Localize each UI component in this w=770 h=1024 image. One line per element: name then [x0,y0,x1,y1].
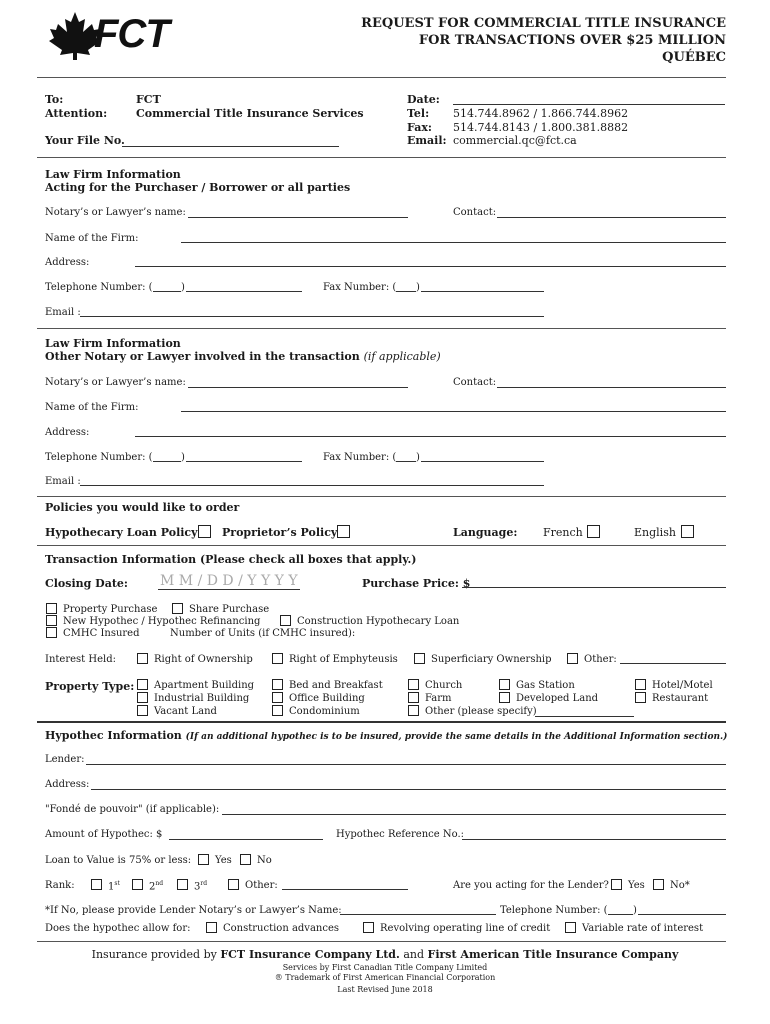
gas-station-label: Gas Station [516,680,575,691]
variable-label: Variable rate of interest [582,923,704,934]
law1-tel-area-field[interactable] [153,291,181,292]
church-checkbox[interactable] [408,679,419,690]
bnb-label: Bed and Breakfast [289,680,383,691]
hypothec-heading-note: (If an additional hypothec is to be insured, provide the same details in the Additional Information section.) [185,732,728,742]
hypothec-address-field[interactable] [91,789,726,790]
property-purchase-checkbox[interactable] [46,603,57,614]
industrial-checkbox[interactable] [137,692,148,703]
type-other-label: Other (please specify) [425,706,537,717]
law1-subheading: Acting for the Purchaser / Borrower or all parties [45,181,351,194]
type-other-checkbox[interactable] [408,705,419,716]
law2-address-label: Address: [45,427,90,438]
vacant-checkbox[interactable] [137,705,148,716]
amount-field[interactable] [169,839,323,840]
ltv-no-checkbox[interactable] [240,854,251,865]
share-purchase-checkbox[interactable] [172,603,183,614]
construction-loan-checkbox[interactable] [280,615,291,626]
divider [37,496,726,497]
footer-insurance-line [0,948,770,961]
law2-tel-field[interactable] [186,461,302,462]
office-checkbox[interactable] [272,692,283,703]
divider [37,157,726,158]
divider [37,941,726,942]
property-type-label: Property Type: [45,680,135,693]
divider [37,328,726,329]
closing-date-label: Closing Date: [45,577,128,590]
hypothec-heading-text: Hypothec Information [45,729,182,742]
amount-label: Amount of Hypothec: $ [45,829,163,840]
to-label: To: [45,93,64,106]
rank-other-checkbox[interactable] [228,879,239,890]
law2-tel-area-field[interactable] [153,461,181,462]
interest-other-checkbox[interactable] [567,653,578,664]
revolving-label: Revolving operating line of credit [380,923,551,934]
purchase-price-field[interactable] [462,587,726,588]
rank2-suffix: nd [155,880,164,887]
law1-notary-field[interactable] [188,217,408,218]
revolving-checkbox[interactable] [363,922,374,933]
lender-phone-field[interactable] [638,914,726,915]
proprietor-policy-checkbox[interactable] [337,525,350,538]
english-label: English [634,526,676,539]
rank-other-field[interactable] [282,889,408,890]
footer-company2: First American Title Insurance Company [427,948,679,961]
rank3-suffix: rd [200,880,208,887]
law2-tel-label: Telephone Number: ( [45,452,153,463]
cmhc-checkbox[interactable] [46,627,57,638]
rank1-number: 1 [108,881,115,893]
email-value[interactable]: commercial.qc@fct.ca [453,134,577,147]
reference-label: Hypothec Reference No.: [336,829,464,840]
loan-policy-checkbox[interactable] [198,525,211,538]
ltv-label: Loan to Value is 75% or less: [45,855,192,866]
law2-subheading-text: Other Notary or Lawyer involved in the transaction [45,350,360,363]
fonde-field[interactable] [222,814,726,815]
attention-value: Commercial Title Insurance Services [136,107,364,120]
rank1-label [108,880,120,892]
law2-subheading [45,350,441,363]
law1-firm-label: Name of the Firm: [45,233,139,244]
if-no-label: *If No, please provide Lender Notary’s or Lawyer’s Name: [45,905,342,916]
law2-fax-field[interactable] [421,461,544,462]
law2-fax-paren: ) [416,452,420,463]
lender-label: Lender: [45,754,85,765]
ownership-label: Right of Ownership [154,654,253,665]
lender-phone-area-field[interactable] [608,914,633,915]
if-no-name-field[interactable] [340,914,496,915]
hypothec-heading [45,729,727,742]
brand-name: FCT [94,12,169,56]
farm-label: Farm [425,693,452,704]
lender-field[interactable] [86,764,726,765]
law1-contact-field[interactable] [497,217,726,218]
fct-logo [48,10,198,62]
interest-other-field[interactable] [620,663,726,664]
footer-company1: FCT Insurance Company Ltd. [220,948,400,961]
hypothec-address-label: Address: [45,779,90,790]
law2-subheading-note: (if applicable) [363,350,441,363]
to-value: FCT [136,93,161,106]
ltv-no-label: No [257,855,272,866]
office-label: Office Building [289,693,365,704]
divider [37,545,726,546]
lender-phone-label: Telephone Number: ( [500,905,608,916]
law2-notary-field[interactable] [188,387,408,388]
law1-tel-field[interactable] [186,291,302,292]
emphyteusis-label: Right of Emphyteusis [289,654,398,665]
fonde-label: "Fondé de pouvoir" (if applicable): [45,804,220,815]
acting-label: Are you acting for the Lender? [453,880,609,891]
restaurant-checkbox[interactable] [635,692,646,703]
tel-label: Tel: [407,107,430,120]
superficiary-checkbox[interactable] [414,653,425,664]
acting-no-checkbox[interactable] [653,879,664,890]
date-label: Date: [407,93,440,106]
loan-policy-label: Hypothecary Loan Policy [45,526,198,539]
reference-field[interactable] [462,839,726,840]
proprietor-policy-label: Proprietor’s Policy [222,526,338,539]
law1-email-field[interactable] [80,316,544,317]
footer-services: Services by First Canadian Title Company Limited [282,963,488,972]
law2-contact-field[interactable] [497,387,726,388]
new-hypothec-checkbox[interactable] [46,615,57,626]
footer-trademark: ® Trademark of First American Financial Corporation [274,973,496,982]
divider [37,77,726,78]
law1-fax-label: Fax Number: ( [323,282,397,293]
french-label: French [543,526,583,539]
superficiary-label: Superficiary Ownership [431,654,552,665]
law2-contact-label: Contact: [453,377,497,388]
rank2-checkbox[interactable] [132,879,143,890]
interest-other-label: Other: [584,654,617,665]
law2-email-label: Email : [45,476,81,487]
tel-value: 514.744.8962 / 1.866.744.8962 [453,107,629,120]
law2-address-field[interactable] [135,436,726,437]
footer-pre: Insurance provided by [91,948,217,961]
your-file-field[interactable] [122,146,339,147]
law1-fax-area-field[interactable] [396,291,416,292]
closing-date-field[interactable]: M M / D D / Y Y Y Y [160,573,298,589]
acting-yes-checkbox[interactable] [611,879,622,890]
law1-address-field[interactable] [135,266,726,267]
transaction-heading: Transaction Information (Please check all boxes that apply.) [45,553,417,566]
law2-firm-label: Name of the Firm: [45,402,139,413]
construction-adv-label: Construction advances [223,923,340,934]
apartment-label: Apartment Building [154,680,255,691]
purchase-price-label: Purchase Price: $ [362,577,471,590]
apartment-checkbox[interactable] [137,679,148,690]
law1-notary-label: Notary’s or Lawyer’s name: [45,207,186,218]
rank1-checkbox[interactable] [91,879,102,890]
condo-checkbox[interactable] [272,705,283,716]
fax-value: 514.744.8143 / 1.800.381.8882 [453,121,629,134]
vacant-label: Vacant Land [154,706,217,717]
english-checkbox[interactable] [681,525,694,538]
property-purchase-label: Property Purchase [63,604,158,615]
form-title-line3: QUÉBEC [662,50,726,65]
construction-loan-label: Construction Hypothecary Loan [297,616,460,627]
emphyteusis-checkbox[interactable] [272,653,283,664]
construction-adv-checkbox[interactable] [206,922,217,933]
rank2-label [149,880,163,892]
your-file-label: Your File No. [45,134,125,147]
date-field[interactable] [453,104,725,105]
fax-label: Fax: [407,121,432,134]
church-label: Church [425,680,463,691]
divider [37,721,726,723]
ltv-yes-checkbox[interactable] [198,854,209,865]
form-title-line2: FOR TRANSACTIONS OVER $25 MILLION [418,33,726,48]
email-label: Email: [407,134,447,147]
rank3-label [194,880,207,892]
rank3-number: 3 [194,881,201,893]
law1-tel-label: Telephone Number: ( [45,282,153,293]
hotel-label: Hotel/Motel [652,680,713,691]
law1-firm-field[interactable] [181,242,726,243]
rank1-suffix: st [114,880,120,887]
bnb-checkbox[interactable] [272,679,283,690]
rank-label: Rank: [45,880,75,891]
ownership-checkbox[interactable] [137,653,148,664]
developed-land-label: Developed Land [516,693,599,704]
rank2-number: 2 [149,881,156,893]
law2-heading: Law Firm Information [45,337,181,350]
rank3-checkbox[interactable] [177,879,188,890]
lender-phone-paren: ) [633,905,637,916]
french-checkbox[interactable] [587,525,600,538]
law1-contact-label: Contact: [453,207,497,218]
law2-tel-paren: ) [181,452,185,463]
type-other-field[interactable] [535,716,634,717]
variable-checkbox[interactable] [565,922,576,933]
share-purchase-label: Share Purchase [189,604,270,615]
law1-fax-paren: ) [416,282,420,293]
acting-no-label: No* [670,880,690,891]
ltv-yes-label: Yes [215,855,232,866]
condo-label: Condominium [289,706,360,717]
restaurant-label: Restaurant [652,693,709,704]
law1-fax-field[interactable] [421,291,544,292]
law2-email-field[interactable] [80,485,544,486]
cmhc-label: CMHC Insured [63,628,140,639]
footer-and: and [403,948,425,961]
farm-checkbox[interactable] [408,692,419,703]
footer-revised: Last Revised June 2018 [337,985,433,994]
interest-held-label: Interest Held: [45,654,116,665]
attention-label: Attention: [45,107,108,120]
policies-heading: Policies you would like to order [45,501,240,514]
law1-email-label: Email : [45,307,81,318]
hotel-checkbox[interactable] [635,679,646,690]
language-label: Language: [453,526,518,539]
law1-heading: Law Firm Information [45,168,181,181]
developed-land-checkbox[interactable] [499,692,510,703]
law2-notary-label: Notary’s or Lawyer’s name: [45,377,186,388]
rank-other-label: Other: [245,880,278,891]
law2-fax-area-field[interactable] [396,461,416,462]
units-label: Number of Units (if CMHC insured): [170,628,356,639]
law2-firm-field[interactable] [181,411,726,412]
new-hypothec-label: New Hypothec / Hypothec Refinancing [63,616,261,627]
gas-station-checkbox[interactable] [499,679,510,690]
acting-yes-label: Yes [628,880,645,891]
form-title-line1: REQUEST FOR COMMERCIAL TITLE INSURANCE [361,16,726,31]
allow-label: Does the hypothec allow for: [45,923,191,934]
law1-address-label: Address: [45,257,90,268]
law2-fax-label: Fax Number: ( [323,452,397,463]
law1-tel-paren: ) [181,282,185,293]
industrial-label: Industrial Building [154,693,250,704]
